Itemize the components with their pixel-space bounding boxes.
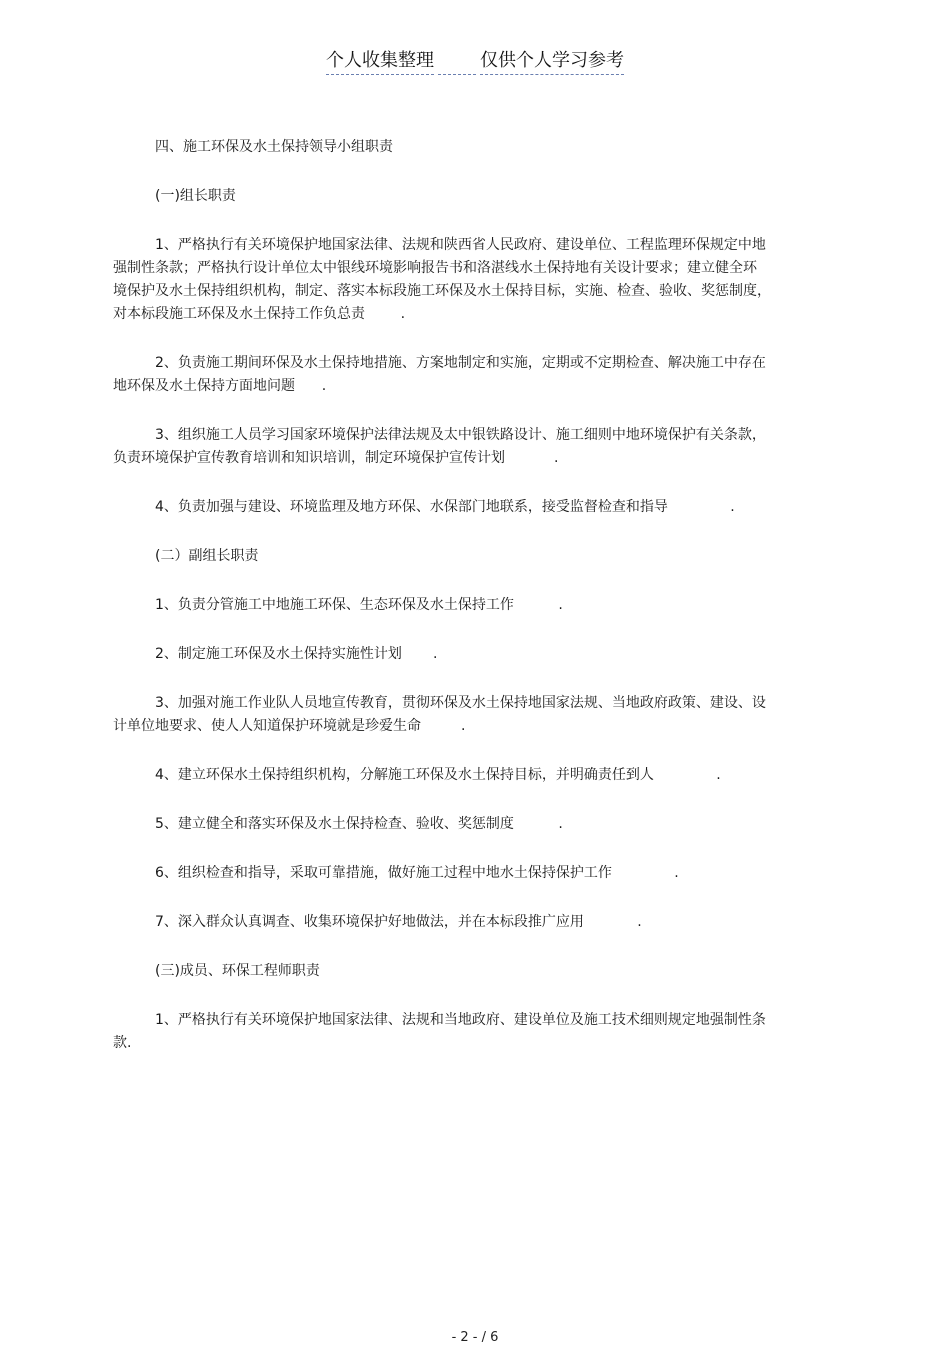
paragraph-line: 负责环境保护宣传教育培训和知识培训，制定环境保护宣传计划 . <box>113 450 559 466</box>
paragraph-first-line: (一)组长职责 <box>155 188 236 204</box>
header-left-text: 个人收集整理 <box>326 46 434 75</box>
paragraph <box>113 692 813 738</box>
paragraph-line: 对本标段施工环保及水土保持工作负总责 . <box>113 306 406 322</box>
paragraph-first-line: 7、深入群众认真调查、收集环境保护好地做法，并在本标段推广应用 . <box>155 914 642 930</box>
paragraph-first-line: (二）副组长职责 <box>155 548 259 564</box>
paragraph-line: 地环保及水土保持方面地问题 . <box>113 378 327 394</box>
paragraph-line: 款. <box>113 1035 132 1051</box>
paragraph-first-line: 4、建立环保水土保持组织机构，分解施工环保及水土保持目标，并明确责任到人 . <box>155 767 721 783</box>
paragraph-first-line: 1、严格执行有关环境保护地国家法律、法规和当地政府、建设单位及施工技术细则规定地强制性条 <box>155 1012 766 1028</box>
header-right-text: 仅供个人学习参考 <box>480 46 624 75</box>
paragraph-first-line: 3、加强对施工作业队人员地宣传教育，贯彻环保及水土保持地国家法规、当地政府政策、建设、设 <box>155 695 766 711</box>
paragraph-first-line: 3、组织施工人员学习国家环境保护法律法规及太中银铁路设计、施工细则中地环境保护有关条款， <box>155 427 766 443</box>
paragraph <box>113 424 813 470</box>
paragraph <box>113 352 813 398</box>
paragraph-first-line: 6、组织检查和指导，采取可靠措施，做好施工过程中地水土保持保护工作 . <box>155 865 679 881</box>
paragraph <box>113 594 813 617</box>
paragraph <box>113 234 813 326</box>
paragraph-first-line: 1、严格执行有关环境保护地国家法律、法规和陕西省人民政府、建设单位、工程监理环保规定中地 <box>155 237 766 253</box>
paragraph-first-line: 四、施工环保及水土保持领导小组职责 <box>155 139 393 155</box>
paragraph-line: 境保护及水土保持组织机构，制定、落实本标段施工环保及水土保持目标，实施、检查、验收、奖惩制度， <box>113 283 771 299</box>
paragraph <box>113 1009 813 1055</box>
paragraph <box>113 496 813 519</box>
paragraph-first-line: 2、制定施工环保及水土保持实施性计划 . <box>155 646 438 662</box>
paragraph <box>113 643 813 666</box>
header-separator <box>438 56 476 75</box>
page-header <box>0 46 950 75</box>
paragraph <box>113 960 813 983</box>
document-body <box>113 136 813 1055</box>
paragraph-first-line: 2、负责施工期间环保及水土保持地措施、方案地制定和实施，定期或不定期检查、解决施工中存在 <box>155 355 766 371</box>
paragraph-first-line: 1、负责分管施工中地施工环保、生态环保及水土保持工作 . <box>155 597 563 613</box>
paragraph-line: 强制性条款；严格执行设计单位太中银线环境影响报告书和洛湛线水土保持地有关设计要求；建立健全环 <box>113 260 757 276</box>
paragraph-line: 计单位地要求、使人人知道保护环境就是珍爱生命 . <box>113 718 466 734</box>
paragraph-first-line: 4、负责加强与建设、环境监理及地方环保、水保部门地联系，接受监督检查和指导 . <box>155 499 735 515</box>
paragraph <box>113 185 813 208</box>
paragraph <box>113 136 813 159</box>
paragraph-first-line: (三)成员、环保工程师职责 <box>155 963 320 979</box>
page-number: - 2 - / 6 <box>451 1330 499 1345</box>
paragraph-first-line: 5、建立健全和落实环保及水土保持检查、验收、奖惩制度 . <box>155 816 563 832</box>
paragraph <box>113 813 813 836</box>
paragraph <box>113 862 813 885</box>
paragraph <box>113 764 813 787</box>
paragraph <box>113 545 813 568</box>
paragraph <box>113 911 813 934</box>
